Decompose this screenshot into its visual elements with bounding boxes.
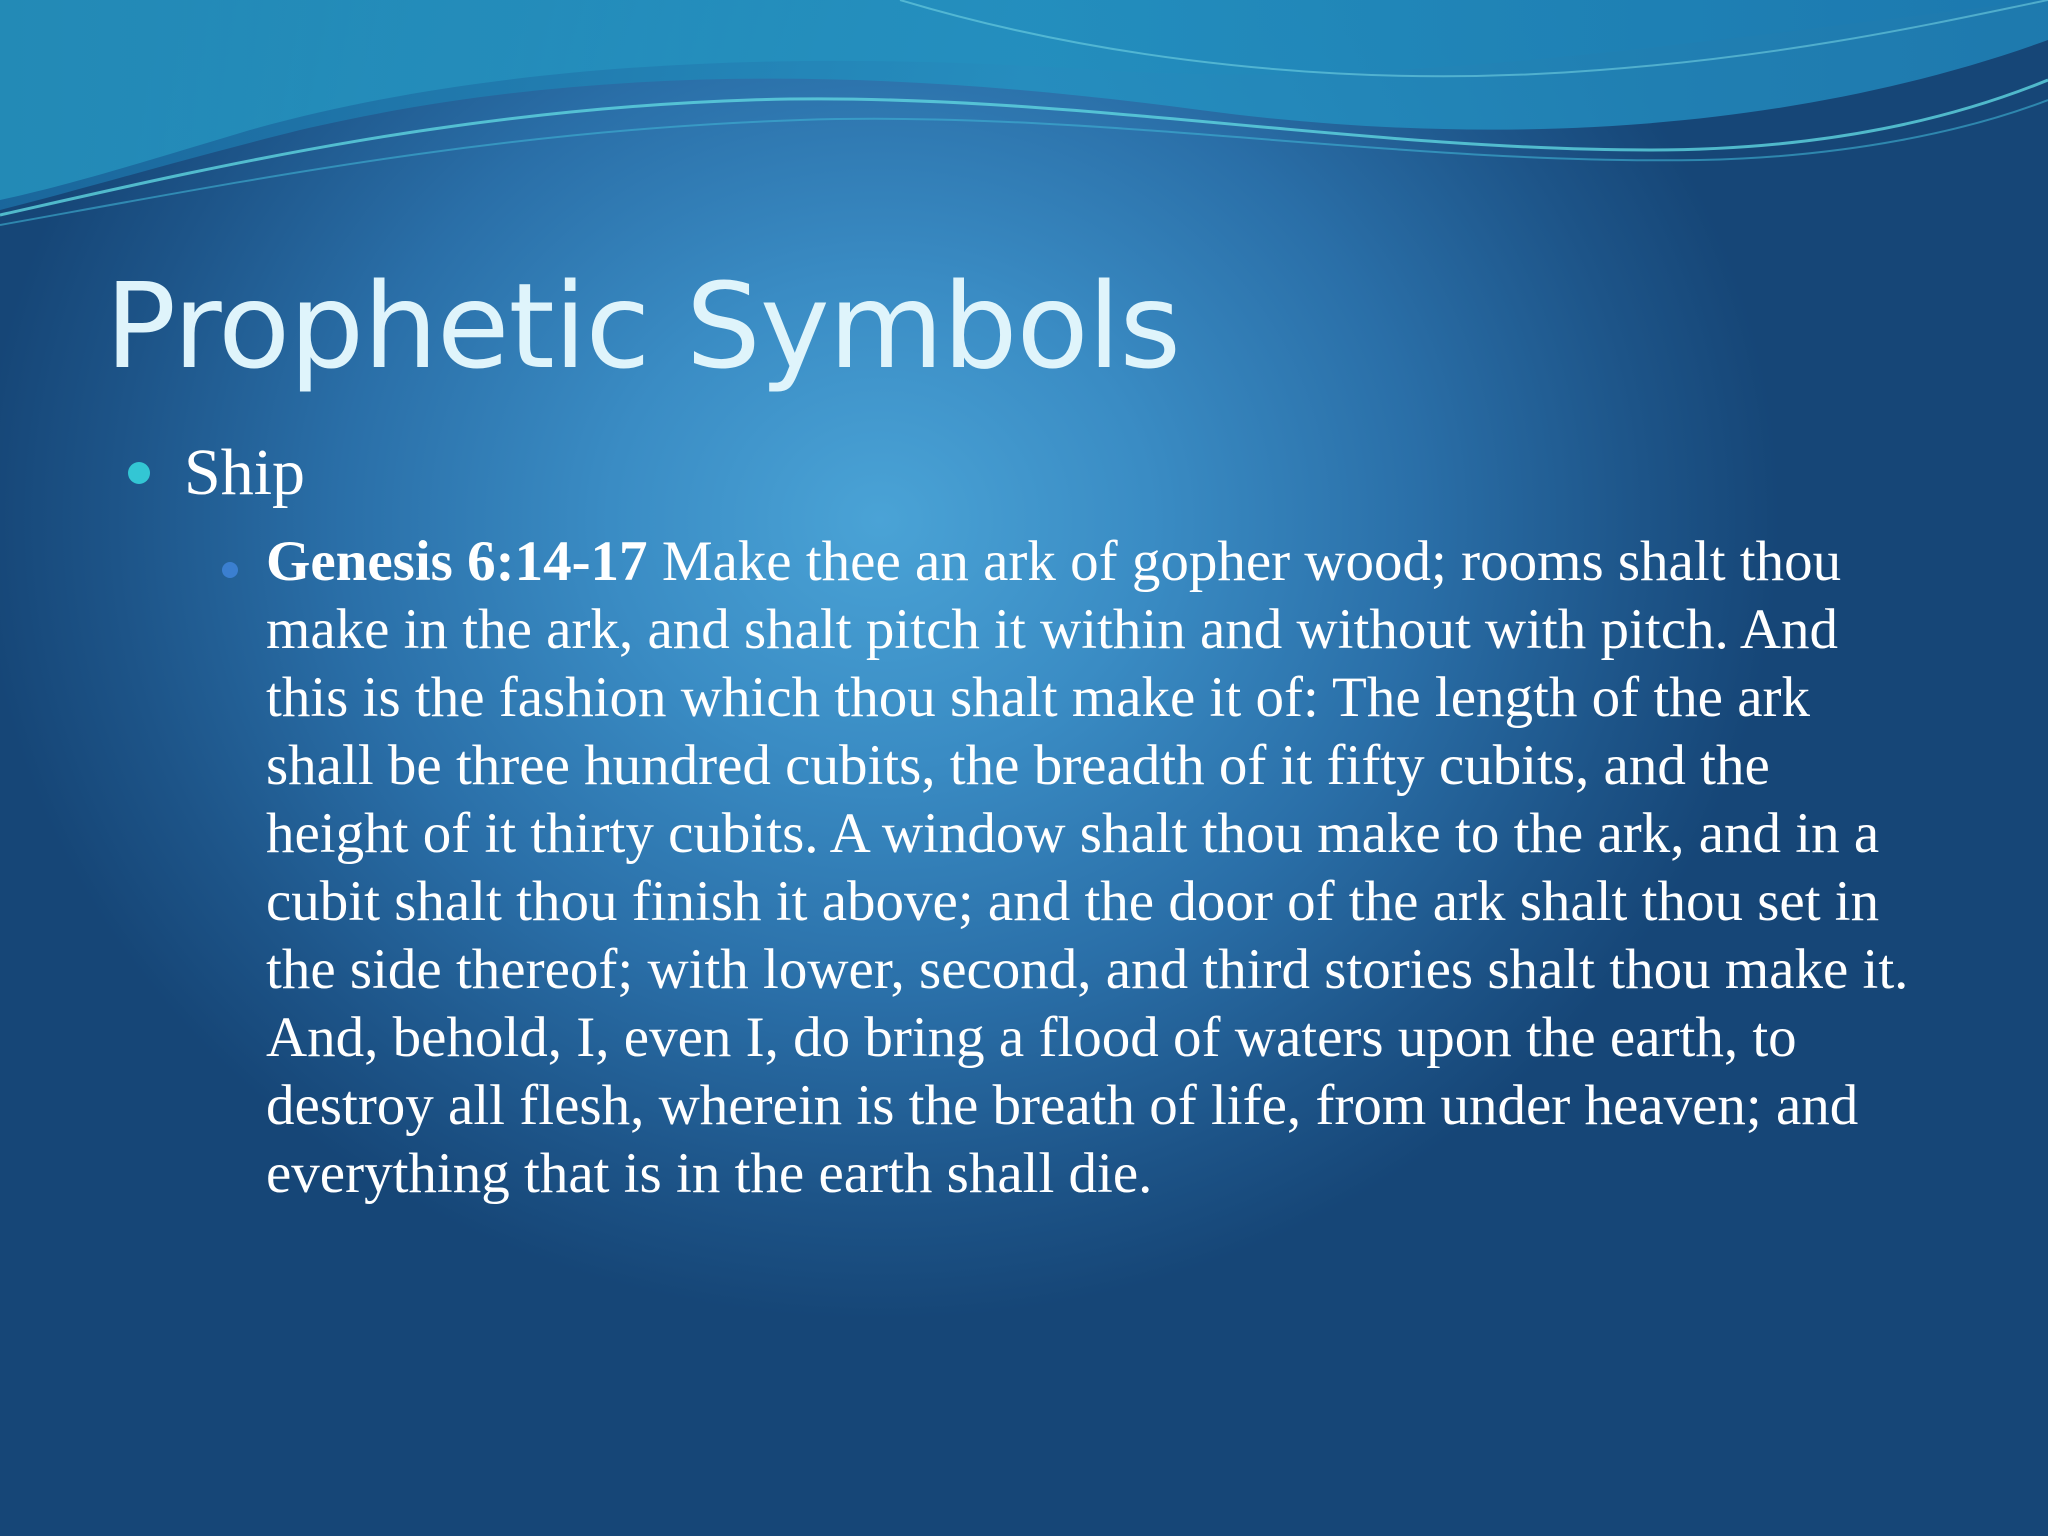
sub-bullet-item-genesis [222,528,1922,1208]
scripture-reference: Genesis 6:14-17 [266,530,648,593]
decorative-wave-banner [0,0,2048,260]
bullet-item-ship [128,436,306,509]
scripture-quote [266,528,1922,1208]
bullet-item-label: Ship [184,436,306,509]
slide-title: Prophetic Symbols [105,257,1180,395]
scripture-text: Make thee an ark of gopher wood; rooms shalt thou make in the ark, and shalt pitch it within and without with pitch. And this is the fashion which thou shalt make it of: The length of the ark shall be three hundred cubits, the breadth of it fifty cubits, and the height of it thirty cubits. A window shalt thou make to the ark, and in a cubit shalt thou finish it above; and the door of the ark shalt thou set in the side thereof; with lower, second, and third stories shalt thou make it. And, behold, I, even I, do bring a flood of waters upon the earth, to destroy all flesh, wherein is the breath of life, from under heaven; and everything that is in the earth shall die. [266,530,1909,1205]
bullet-dot-icon [128,462,150,484]
sub-bullet-dot-icon [222,562,238,578]
